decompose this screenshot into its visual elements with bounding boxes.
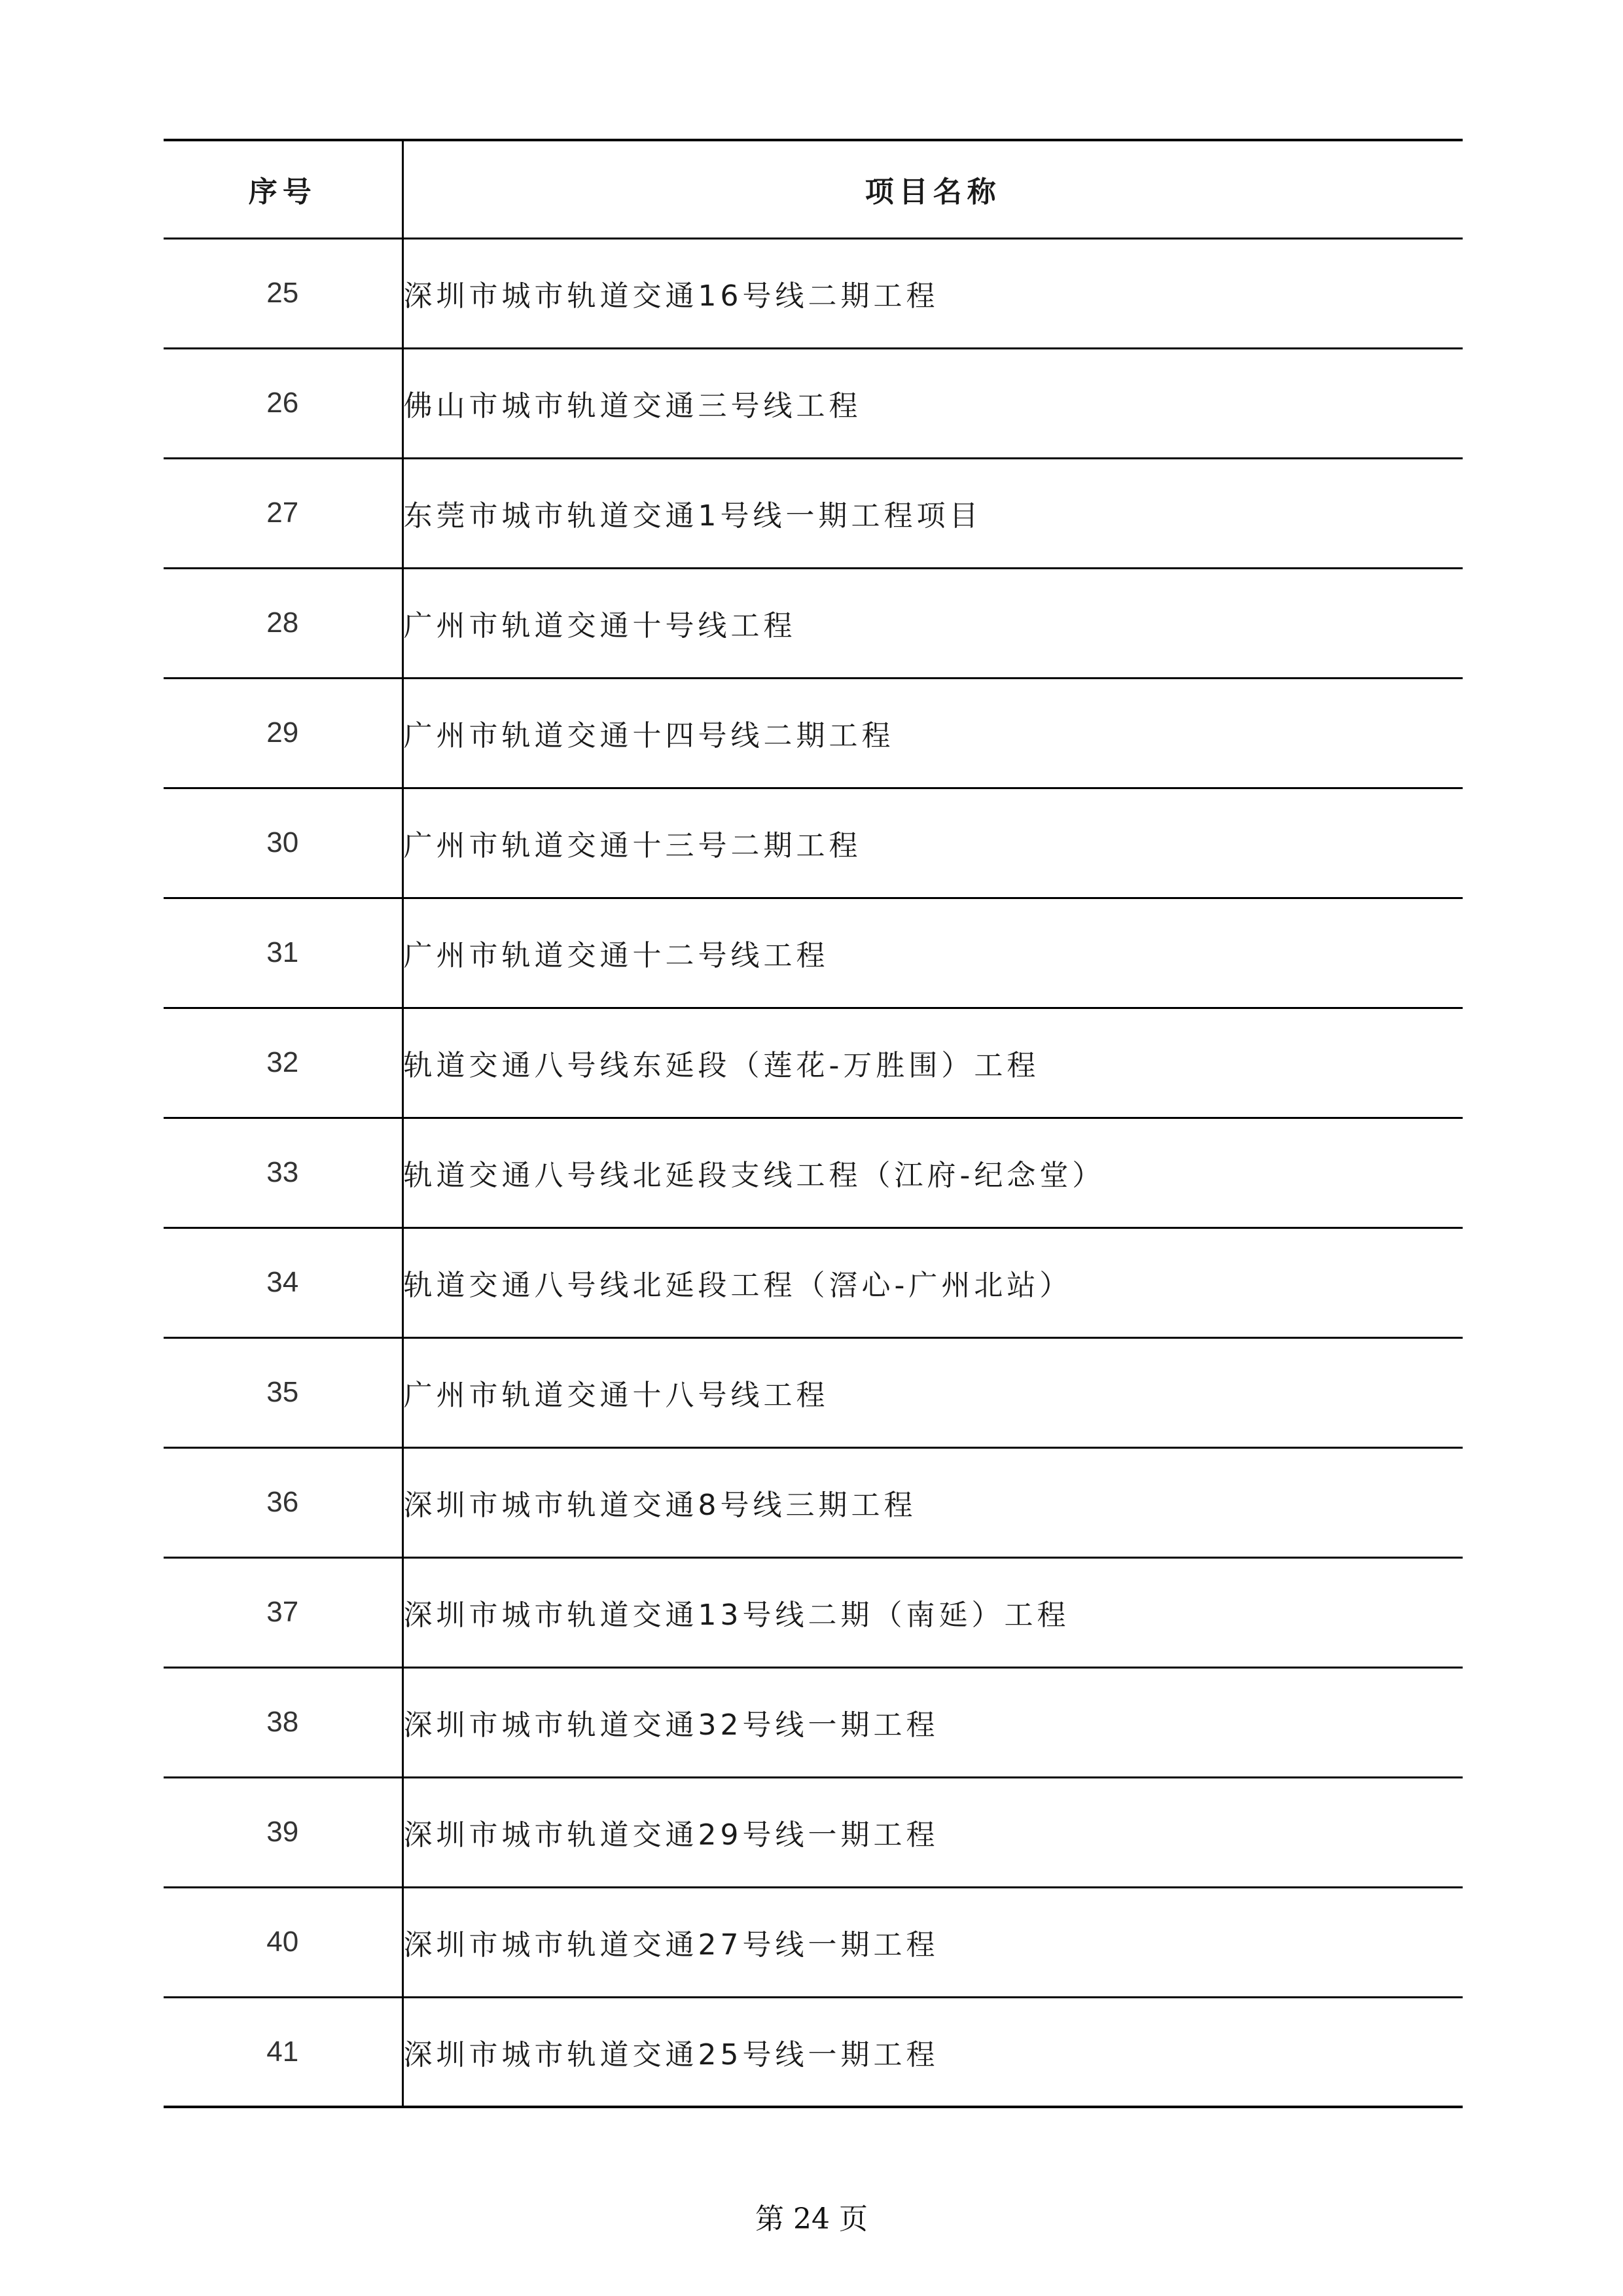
row-project-name: 东莞市城市轨道交通1号线一期工程项目: [402, 458, 1463, 568]
header-serial-number: 序号: [164, 140, 402, 238]
row-project-name: 深圳市城市轨道交通16号线二期工程: [402, 238, 1463, 348]
project-table-container: [164, 139, 1463, 2108]
row-serial-number: 28: [164, 568, 402, 678]
table-row: [164, 348, 1463, 458]
row-serial-number: 25: [164, 238, 402, 348]
table-row: [164, 1227, 1463, 1337]
table-row: [164, 1777, 1463, 1887]
row-serial-number: 34: [164, 1227, 402, 1337]
table-row: [164, 678, 1463, 788]
table-row: [164, 1557, 1463, 1667]
table-row: [164, 458, 1463, 568]
header-project-name: 项目名称: [402, 140, 1463, 238]
table-row: [164, 1447, 1463, 1557]
table-row: [164, 898, 1463, 1008]
row-serial-number: 41: [164, 1997, 402, 2107]
row-project-name: 轨道交通八号线东延段（莲花-万胜围）工程: [402, 1008, 1463, 1118]
row-project-name: 轨道交通八号线北延段工程（滘心-广州北站）: [402, 1227, 1463, 1337]
row-serial-number: 36: [164, 1447, 402, 1557]
page-number: 第 24 页: [755, 2202, 868, 2236]
table-row: [164, 1667, 1463, 1777]
row-serial-number: 27: [164, 458, 402, 568]
row-serial-number: 35: [164, 1337, 402, 1447]
table-row: [164, 1118, 1463, 1227]
table-row: [164, 1008, 1463, 1118]
row-project-name: 轨道交通八号线北延段支线工程（江府-纪念堂）: [402, 1118, 1463, 1227]
row-serial-number: 39: [164, 1777, 402, 1887]
row-project-name: 深圳市城市轨道交通32号线一期工程: [402, 1667, 1463, 1777]
table-row: [164, 788, 1463, 898]
table-header-row: [164, 140, 1463, 238]
row-project-name: 广州市轨道交通十八号线工程: [402, 1337, 1463, 1447]
row-project-name: 广州市轨道交通十号线工程: [402, 568, 1463, 678]
row-project-name: 深圳市城市轨道交通8号线三期工程: [402, 1447, 1463, 1557]
table-body: [164, 238, 1463, 2107]
table-row: [164, 1337, 1463, 1447]
table-row: [164, 1887, 1463, 1997]
row-project-name: 深圳市城市轨道交通13号线二期（南延）工程: [402, 1557, 1463, 1667]
row-project-name: 广州市轨道交通十二号线工程: [402, 898, 1463, 1008]
table-row: [164, 238, 1463, 348]
row-serial-number: 33: [164, 1118, 402, 1227]
row-serial-number: 32: [164, 1008, 402, 1118]
row-serial-number: 37: [164, 1557, 402, 1667]
row-serial-number: 29: [164, 678, 402, 788]
row-project-name: 深圳市城市轨道交通25号线一期工程: [402, 1997, 1463, 2107]
row-project-name: 广州市轨道交通十四号线二期工程: [402, 678, 1463, 788]
table-row: [164, 568, 1463, 678]
row-serial-number: 40: [164, 1887, 402, 1997]
row-serial-number: 26: [164, 348, 402, 458]
row-project-name: 深圳市城市轨道交通27号线一期工程: [402, 1887, 1463, 1997]
table-row: [164, 1997, 1463, 2107]
row-project-name: 深圳市城市轨道交通29号线一期工程: [402, 1777, 1463, 1887]
row-project-name: 佛山市城市轨道交通三号线工程: [402, 348, 1463, 458]
row-project-name: 广州市轨道交通十三号二期工程: [402, 788, 1463, 898]
row-serial-number: 38: [164, 1667, 402, 1777]
row-serial-number: 31: [164, 898, 402, 1008]
project-table: [164, 139, 1463, 2108]
row-serial-number: 30: [164, 788, 402, 898]
